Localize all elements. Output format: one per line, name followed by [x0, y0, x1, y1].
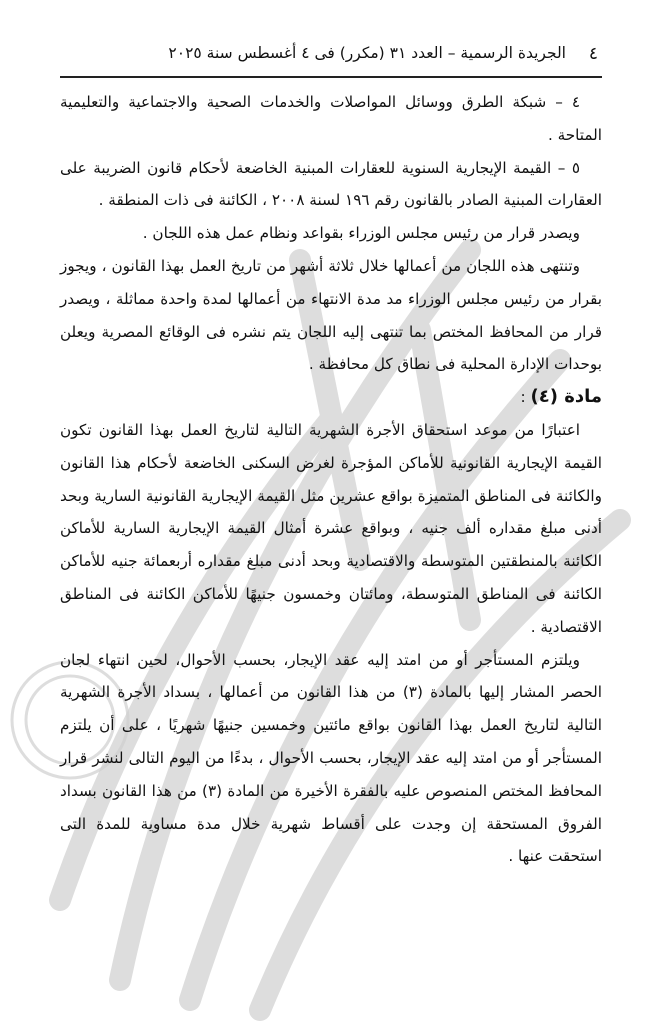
article-paragraph-obligation: ويلتزم المستأجر أو من امتد إليه عقد الإيجار، بحسب الأحوال، لحين انتهاء لجان الحصر المشار إليها بالمادة (٣) من هذا القانون من أعمالها ، بسداد الأجرة الشهرية التالية لتاريخ العمل بهذا القانون بواقع مائتين وخمسين جنيهًا شهريًا ، على أن يلتزم المستأجر أو من امتد إليه عقد الإيجار، بحسب الأحوال ، بدءًا من اليوم التالى لنشر قرار المحافظ المختص المنصوص عليه بالفقرة الأخيرة من المادة (٣) من هذا القانون بسداد الفروق المستحقة إن وجدت على أقساط شهرية خلال مدة مساوية للمدة التى استحقت عنها . — [60, 650, 603, 866]
article-heading — [60, 381, 602, 414]
page-number: ٤ — [588, 44, 598, 64]
list-item-4: ٤ – شبكة الطرق ووسائل المواصلات والخدمات الصحية والاجتماعية والتعليمية المتاحة . — [60, 93, 602, 144]
page-header — [60, 36, 604, 72]
article-label: مادة (٤) — [530, 386, 602, 408]
list-item-5: ٥ – القيمة الإيجارية السنوية للعقارات المبنية الخاضعة لأحكام قانون الضريبة على العقارات المبنية الصادر بالقانون رقم ١٩٦ لسنة ٢٠٠٨ ، الكائنة فى ذات المنطقة . — [60, 158, 602, 210]
paragraph-committee-deadline: وتنتهى هذه اللجان من أعمالها خلال ثلاثة أشهر من تاريخ العمل بهذا القانون ، ويجوز بقرار من رئيس مجلس الوزراء مد مدة الانتهاء من أعمالها لمدة واحدة مماثلة ، ويصدر قرار من المحافظ المختص بما تنتهى إليه اللجان يتم نشره فى الوقائع المصرية ويعلن بوحدات الإدارة المحلية فى نطاق كل محافظة . — [60, 256, 602, 374]
header-title: الجريدة الرسمية – العدد ٣١ (مكرر) فى ٤ أغسطس سنة ٢٠٢٥ — [168, 44, 566, 62]
paragraph-committee-decision: ويصدر قرار من رئيس مجلس الوزراء بقواعد ونظام عمل هذه اللجان . — [142, 224, 580, 243]
header-divider — [60, 76, 602, 78]
article-label-suffix: : — [520, 388, 531, 407]
article-paragraph-rent: اعتبارًا من موعد استحقاق الأجرة الشهرية التالية لتاريخ العمل بهذا القانون تكون القيمة الإيجارية القانونية للأماكن المؤجرة لغرض السكنى الخاضعة لأحكام هذا القانون والكائنة فى المناطق المتميزة بواقع عشرين مثل القيمة الإيجارية القانونية السارية وبحد أدنى مبلغ مقداره ألف جنيه ، وبواقع عشرة أمثال القيمة الإيجارية السارية للأماكن الكائنة بالمنطقتين المتوسطة والاقتصادية وبحد أدنى مبلغ مقداره أربعمائة جنيه للأماكن الكائنة فى المناطق المتوسطة، ومائتان وخمسون جنيهًا للأماكن الكائنة فى المناطق الاقتصادية . — [60, 420, 602, 636]
document-body — [60, 86, 602, 873]
